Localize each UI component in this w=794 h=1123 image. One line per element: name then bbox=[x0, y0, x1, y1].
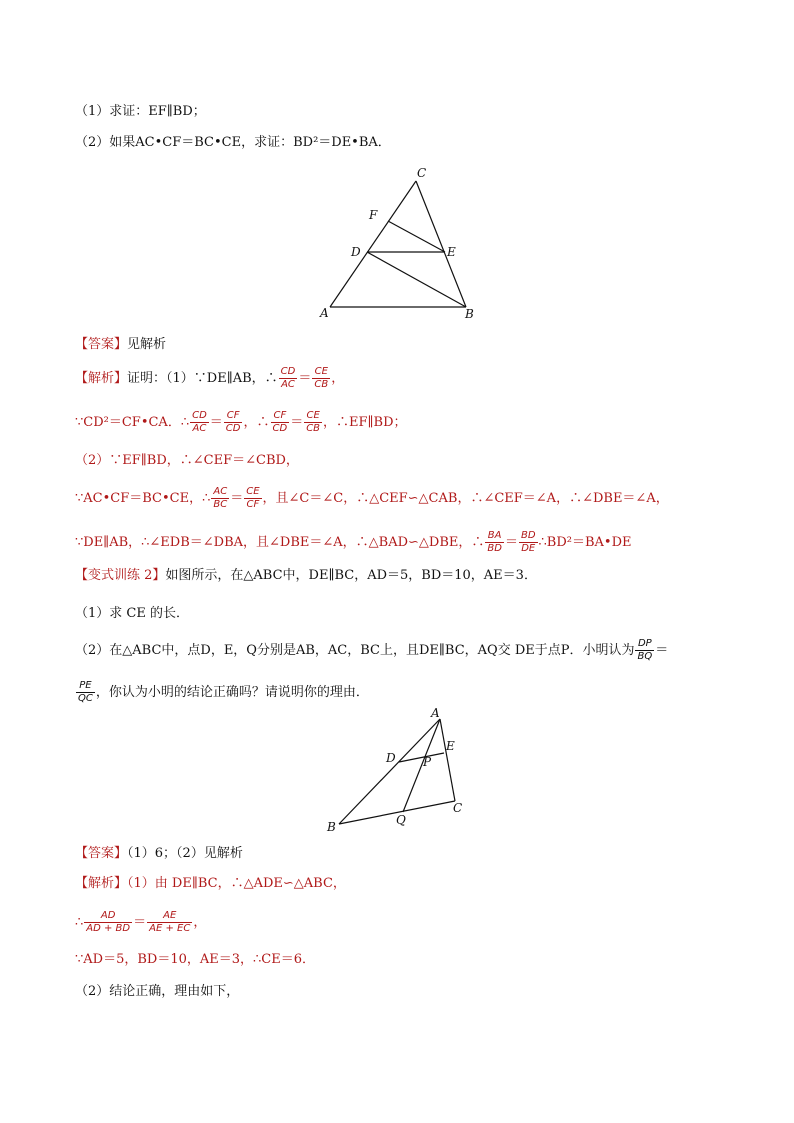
solution-1-line-5: ∵DE∥AB，∴∠EDB＝∠DBA，且∠DBE＝∠A，∴△BAD∽△DBE，∴ $\frac{BA}{BD}$ ＝ $\frac{BD}{DE}$ ∴BD²＝BA•DE bbox=[75, 530, 632, 554]
question-2: （2）如果AC•CF＝BC•CE，求证：BD²＝DE•BA． bbox=[75, 135, 391, 150]
solution-2-line-1: 【解析】（1）由 DE∥BC，∴△ADE∽△ABC， bbox=[75, 876, 346, 891]
solution-2-line-3: ∵AD＝5，BD＝10，AE＝3，∴CE＝6． bbox=[75, 952, 315, 967]
solution-1-line-3: （2）∵EF∥BD，∴∠CEF＝∠CBD， bbox=[75, 453, 299, 468]
answer-1: 【答案】见解析 bbox=[75, 337, 167, 352]
answer-label: 【答案】 bbox=[75, 337, 128, 352]
variant-2-q2-line-2: $\frac{PE}{QC}$ ，你认为小明的结论正确吗？请说明你的理由． bbox=[78, 680, 369, 704]
variant-2-q1: （1）求 CE 的长． bbox=[75, 606, 189, 621]
label-B: B bbox=[465, 307, 474, 321]
solution-2-line-2: ∴ $\frac{AD}{AD + BD}$ ＝ $\frac{AE}{AE + EC}$ ， bbox=[75, 910, 207, 934]
label-Q: Q bbox=[396, 813, 406, 827]
label-A: A bbox=[320, 306, 329, 320]
solution-1-line-1: 【解析】证明：（1）∵DE∥AB，∴ $\frac{CD}{AC}$ ＝ $\frac{CE}{CB}$ ， bbox=[75, 366, 345, 390]
label-D: D bbox=[386, 751, 396, 765]
label-C: C bbox=[417, 166, 427, 180]
variant-2-title: 【变式训练 2】如图所示，在△ABC中，DE∥BC，AD＝5，BD＝10，AE＝3． bbox=[75, 568, 537, 583]
answer-2: 【答案】（1）6；（2）见解析 bbox=[75, 846, 243, 861]
label-E: E bbox=[447, 245, 456, 259]
question-1: （1）求证：EF∥BD； bbox=[75, 104, 206, 119]
variant-2-q2-line-1: （2）在△ABC中，点D，E，Q分别是AB，AC，BC上，且DE∥BC，AQ交 DE于点P．小明认为 $\frac{DP}{BQ}$ ＝ bbox=[75, 638, 669, 662]
label-B: B bbox=[327, 820, 336, 834]
solution-2-line-4: （2）结论正确，理由如下， bbox=[75, 984, 240, 999]
label-D: D bbox=[351, 245, 361, 259]
label-E: E bbox=[446, 739, 455, 753]
label-F: F bbox=[369, 208, 378, 222]
figure-triangle-2 bbox=[322, 705, 472, 837]
label-C: C bbox=[453, 801, 463, 815]
solution-1-line-2: ∵CD²＝CF•CA．∴ $\frac{CD}{AC}$ ＝ $\frac{CF}{CD}$ ，∴ $\frac{CF}{CD}$ ＝ $\frac{CE}{CB}$ ，∴EF∥BD； bbox=[75, 410, 407, 434]
figure-triangle-1 bbox=[318, 165, 488, 325]
label-P: P bbox=[423, 755, 432, 769]
solution-1-line-4: ∵AC•CF＝BC•CE，∴ $\frac{AC}{BC}$ ＝ $\frac{CE}{CF}$ ，且∠C＝∠C，∴△CEF∽△CAB，∴∠CEF＝∠A，∴∠DBE＝∠A， bbox=[75, 486, 669, 510]
label-A: A bbox=[431, 706, 440, 720]
